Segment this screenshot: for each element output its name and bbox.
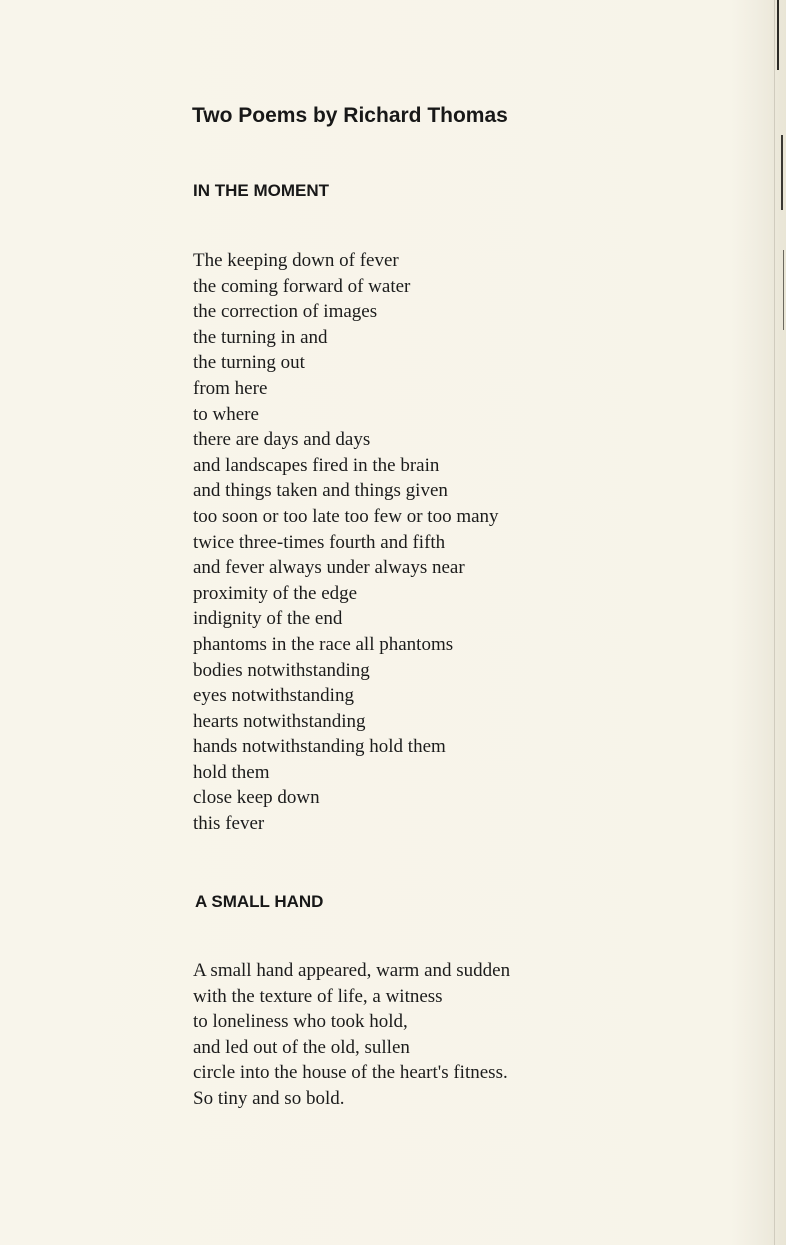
poem-line: eyes notwithstanding [193,685,354,707]
poem-line: this fever [193,813,265,835]
poem-line: from here [193,377,268,399]
poem-line: bodies notwithstanding [193,659,370,681]
page-title: Two Poems by Richard Thomas [192,104,508,127]
page-edge-mark [783,250,784,330]
poem-line: So tiny and so bold. [193,1087,345,1109]
poem-line: and things taken and things given [193,480,448,502]
poem-line: to where [193,403,259,425]
poem-line: hold them [193,761,270,783]
page-edge-shadow [774,0,775,1245]
poem-line: close keep down [193,787,320,809]
poem-line: A small hand appeared, warm and sudden [193,960,511,981]
poem-line: with the texture of life, a witness [193,985,443,1007]
poem-line: proximity of the edge [193,582,358,604]
poem-line: and landscapes fired in the brain [193,454,440,476]
poem-in-the-moment [193,248,499,837]
poem-line: and fever always under always near [193,557,465,579]
page-edge-mark [777,0,779,70]
page-edge-mark [781,135,783,210]
poem-line: hands notwithstanding hold them [193,736,446,758]
poem-line: too soon or too late too few or too many [193,505,499,527]
poem-line: there are days and days [193,429,371,451]
poem-heading-a-small-hand: A SMALL HAND [195,892,324,911]
poem-line: phantoms in the race all phantoms [193,633,454,655]
poem-line: circle into the house of the heart's fitness. [193,1062,508,1084]
poem-line: the coming forward of water [193,275,411,297]
poem-line: The keeping down of fever [193,250,399,271]
poem-line: the correction of images [193,301,378,323]
poem-line: twice three-times fourth and fifth [193,531,446,553]
poem-line: the turning in and [193,326,328,348]
poem-heading-in-the-moment: IN THE MOMENT [193,181,329,200]
poem-line: the turning out [193,352,305,374]
poem-a-small-hand [193,958,510,1112]
poem-line: hearts notwithstanding [193,710,366,732]
poem-line: to loneliness who took hold, [193,1011,408,1033]
poem-line: indignity of the end [193,608,343,630]
poem-line: and led out of the old, sullen [193,1036,410,1058]
